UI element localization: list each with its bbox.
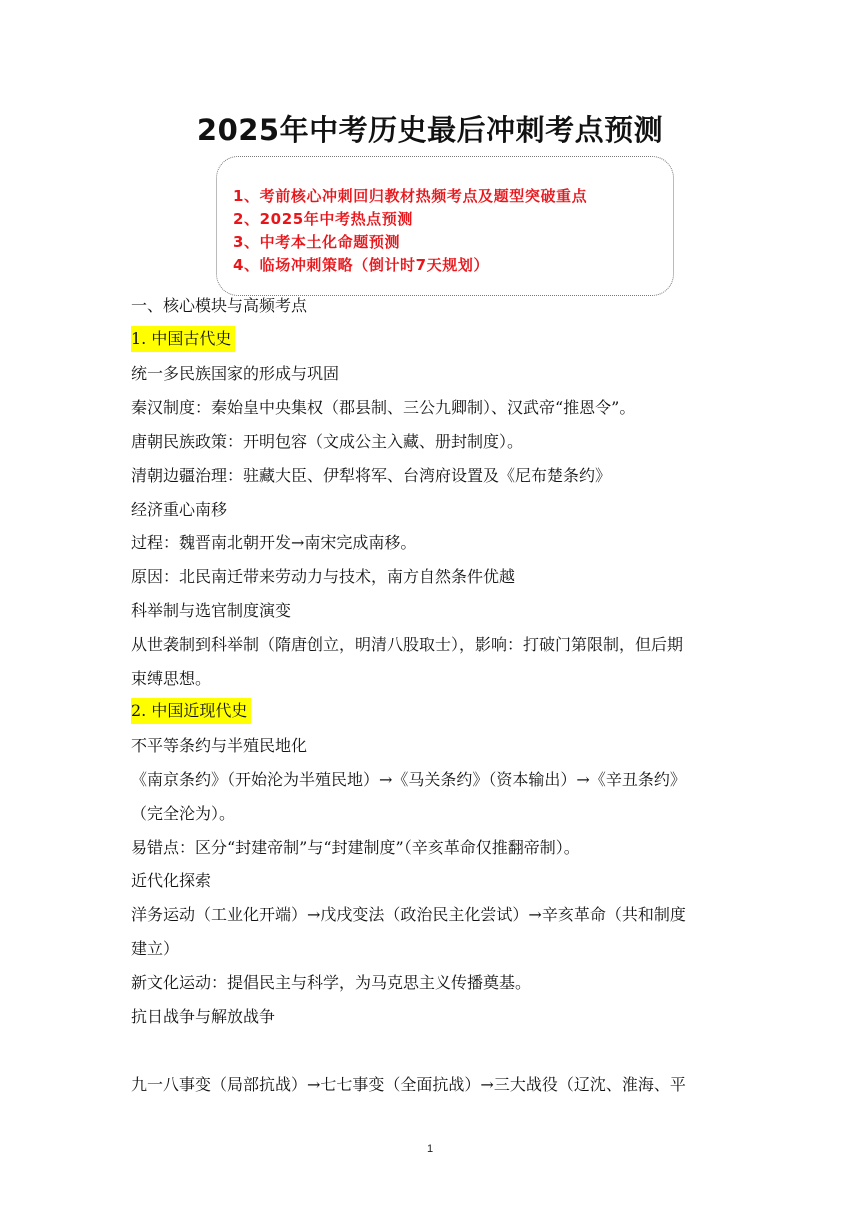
body-line: 过程：魏晋南北朝开发→南宋完成南移。: [131, 533, 417, 552]
body-line: 建立）: [131, 939, 180, 958]
callout-item-1: 1、考前核心冲刺回归教材热频考点及题型突破重点: [233, 187, 588, 205]
body-line: 唐朝民族政策：开明包容（文成公主入藏、册封制度）。: [131, 432, 524, 451]
body-line: 新文化运动：提倡民主与科学，为马克思主义传播奠基。: [131, 973, 532, 992]
topic-heading: 近代化探索: [131, 871, 212, 890]
body-line: 九一八事变（局部抗战）→七七事变（全面抗战）→三大战役（辽沈、淮海、平: [131, 1075, 686, 1094]
document-title: 2025年中考历史最后冲刺考点预测: [196, 113, 664, 147]
module-heading-modern: [131, 698, 251, 721]
module-heading-ancient-text: 1. 中国古代史: [131, 326, 235, 352]
body-line: 原因：北民南迁带来劳动力与技术，南方自然条件优越: [131, 567, 516, 586]
topic-heading: 抗日战争与解放战争: [131, 1007, 276, 1026]
callout-item-4: 4、临场冲刺策略（倒计时7天规划）: [233, 256, 490, 274]
body-line: 清朝边疆治理：驻藏大臣、伊犁将军、台湾府设置及《尼布楚条约》: [131, 466, 612, 485]
body-line: 《南京条约》（开始沦为半殖民地）→《马关条约》（资本输出）→《辛丑条约》: [131, 770, 686, 789]
section-heading: 一、核心模块与高频考点: [131, 296, 308, 315]
body-line: 束缚思想。: [131, 669, 212, 688]
body-line: 从世袭制到科举制（隋唐创立，明清八股取士），影响：打破门第限制，但后期: [131, 635, 684, 654]
body-line: 洋务运动（工业化开端）→戊戌变法（政治民主化尝试）→辛亥革命（共和制度: [131, 905, 686, 924]
topic-heading: 不平等条约与半殖民地化: [131, 736, 308, 755]
summary-callout-box: [216, 156, 674, 296]
page-number: 1: [426, 1143, 434, 1155]
module-heading-modern-text: 2. 中国近现代史: [131, 698, 251, 724]
topic-heading: 科举制与选官制度演变: [131, 601, 292, 620]
body-line: 秦汉制度：秦始皇中央集权（郡县制、三公九卿制）、汉武帝“推恩令”。: [131, 398, 636, 417]
body-line: （完全沦为）。: [131, 804, 236, 823]
callout-item-3: 3、中考本土化命题预测: [233, 233, 401, 251]
callout-item-2: 2、2025年中考热点预测: [233, 210, 413, 228]
topic-heading: 经济重心南移: [131, 500, 228, 519]
module-heading-ancient: [131, 326, 235, 349]
body-line: 易错点：区分“封建帝制”与“封建制度”（辛亥革命仅推翻帝制）。: [131, 838, 580, 857]
topic-heading: 统一多民族国家的形成与巩固: [131, 364, 340, 383]
